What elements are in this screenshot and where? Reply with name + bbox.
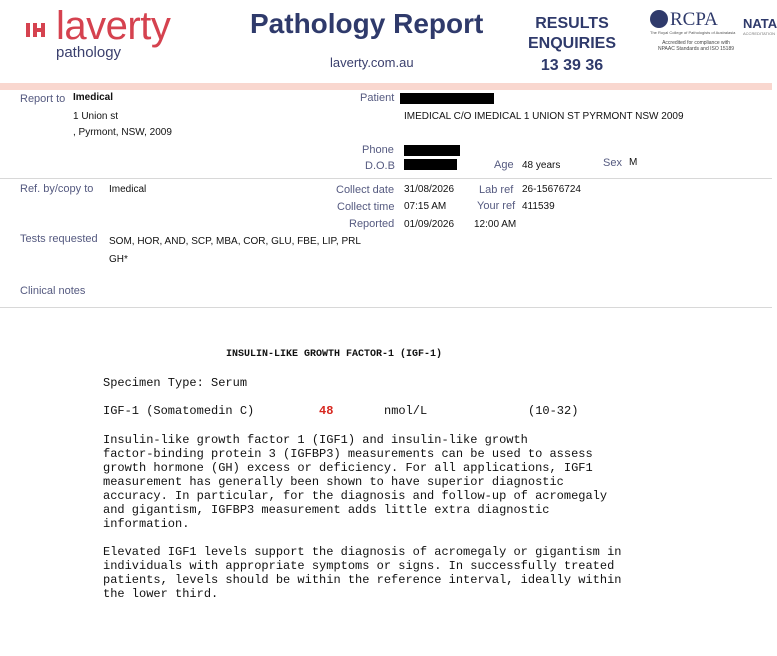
section-rule: [0, 178, 772, 179]
patient-label: Patient: [360, 92, 395, 104]
tests-requested-line2: GH*: [109, 254, 128, 265]
patient-address: IMEDICAL C/O IMEDICAL 1 UNION ST PYRMONT NSW 2009: [404, 111, 684, 122]
results-label: RESULTS: [535, 15, 609, 32]
phone-label: Phone: [362, 144, 394, 156]
report-to-label: Report to: [20, 93, 66, 105]
reported-label: Reported: [349, 218, 395, 230]
age-value: 48 years: [522, 160, 561, 171]
report-to-address-line2: , Pyrmont, NSW, 2009: [73, 127, 172, 138]
interpretation-paragraph-1: Insulin-like growth factor 1 (IGF1) and insulin-like growth factor-binding protein 3 (IGFBP3) measurements can be used to assess growth hormone (GH) excess or deficiency. For all applications, IGF1 measurement has generally been shown to have superior diagnostic accuracy. In particular, for the diagnosis and follow-up of acromegaly and gigantism, IGFBP3 measurement adds little extra diagnostic information.: [103, 433, 608, 531]
collect-time-value: 07:15 AM: [404, 201, 447, 212]
dob-label: D.O.B: [365, 160, 395, 172]
phone-redacted: [404, 145, 460, 156]
your-ref-label: Your ref: [477, 200, 516, 212]
test-name: IGF-1 (Somatomedin C): [103, 404, 255, 418]
reported-date-value: 01/09/2026: [404, 219, 455, 230]
report-to-address-line1: 1 Union st: [73, 111, 119, 122]
reported-time-value: 12:00 AM: [474, 219, 517, 230]
rcpa-emblem-icon: [650, 10, 668, 28]
collect-date-label: Collect date: [336, 184, 395, 196]
rcpa-tagline: The Royal College of Pathologists of Australasia: [650, 30, 736, 35]
result-unit: nmol/L: [384, 404, 428, 418]
ref-by-value: Imedical: [109, 184, 147, 195]
sex-label: Sex: [603, 157, 622, 169]
website-link[interactable]: laverty.com.au: [330, 55, 414, 70]
rcpa-wordmark: RCPA: [670, 9, 718, 30]
tests-requested-label: Tests requested: [20, 233, 98, 245]
tests-requested-line1: SOM, HOR, AND, SCP, MBA, COR, GLU, FBE, LIP, PRL: [109, 236, 361, 247]
lab-ref-label: Lab ref: [479, 184, 514, 196]
results-phone: 13 39 36: [540, 57, 604, 74]
lab-ref-value: 26-15676724: [522, 184, 581, 195]
enquiries-label: ENQUIRIES: [527, 35, 616, 52]
results-enquiries: [512, 14, 632, 77]
ref-by-label: Ref. by/copy to: [20, 183, 94, 195]
age-label: Age: [494, 159, 514, 171]
laverty-logo-icon: [26, 19, 48, 41]
collect-time-label: Collect time: [337, 201, 395, 213]
report-title: Pathology Report: [250, 8, 484, 39]
your-ref-value: 411539: [522, 201, 555, 212]
sex-value: M: [629, 157, 638, 168]
reference-range: (10-32): [528, 404, 579, 418]
dob-redacted: [404, 159, 457, 170]
brand-name: laverty: [56, 4, 171, 48]
rcpa-accreditation-note: Accredited for compliance with NPAAC Standards and ISO 15189: [657, 40, 735, 52]
section-title: INSULIN-LIKE GROWTH FACTOR-1 (IGF-1): [226, 349, 443, 360]
report-to-name: Imedical: [73, 92, 114, 103]
specimen-type: Specimen Type: Serum: [103, 376, 248, 390]
brand-subtitle: pathology: [56, 44, 122, 61]
patient-name-redacted: [400, 93, 494, 104]
result-value-high: 48: [319, 404, 334, 418]
interpretation-paragraph-2: Elevated IGF1 levels support the diagnosis of acromegaly or gigantism in individuals with appropriate symptoms or signs. In successfully treated patients, levels should be within the reference interval, ideally within the lower third.: [103, 545, 622, 601]
nata-logo: [743, 16, 777, 36]
collect-date-value: 31/08/2026: [404, 184, 455, 195]
nata-subtitle: ACCREDITATION: [743, 31, 776, 36]
section-rule: [0, 307, 772, 308]
header-divider: [0, 83, 772, 90]
nata-wordmark: NATA: [743, 16, 777, 31]
clinical-notes-label: Clinical notes: [20, 285, 86, 297]
